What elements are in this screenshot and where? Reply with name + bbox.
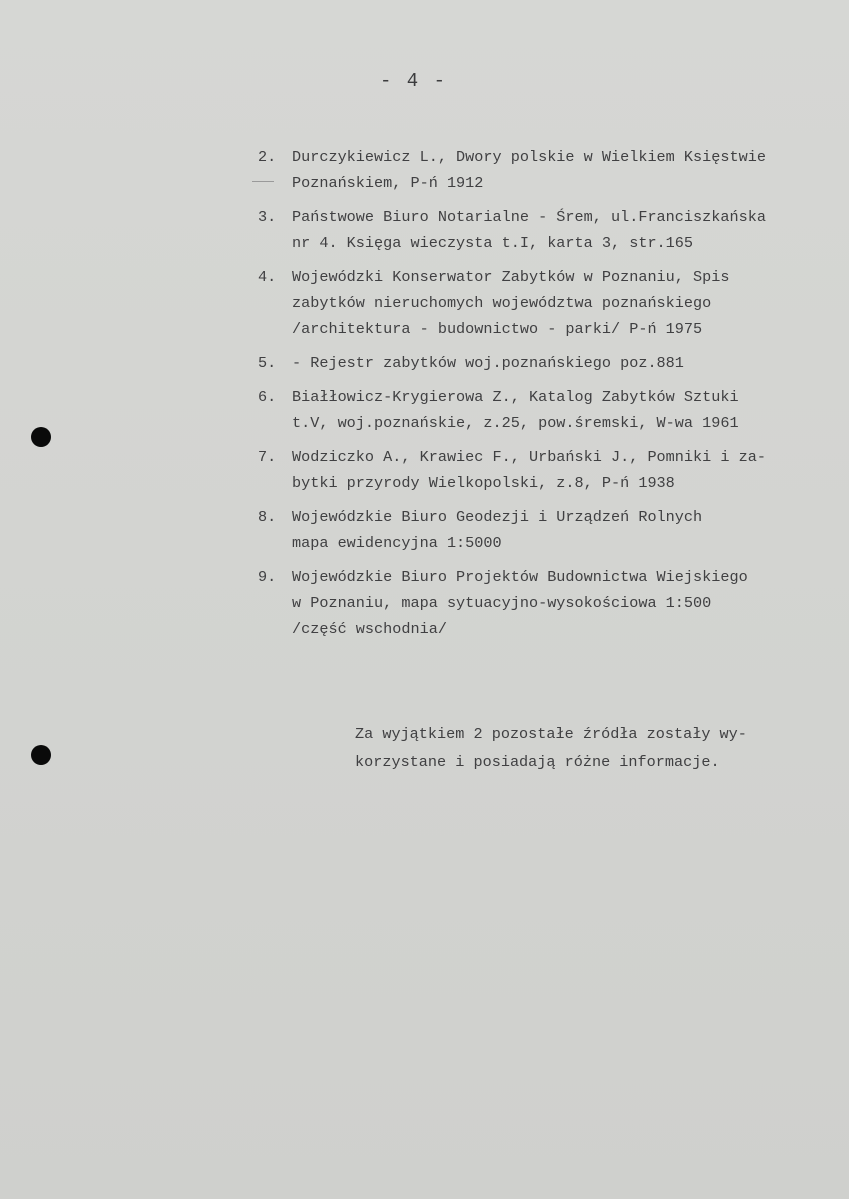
reference-number: 4.: [258, 268, 277, 286]
punch-hole: [31, 745, 51, 765]
reference-line: Państwowe Biuro Notarialne - Śrem, ul.Franciszkańska: [292, 208, 766, 226]
reference-line: Wojewódzki Konserwator Zabytków w Poznaniu, Spis: [292, 268, 730, 286]
note-line: Za wyjątkiem 2 pozostałe źródła zostały wy-: [355, 725, 747, 743]
reference-line: /część wschodnia/: [292, 620, 447, 638]
reference-line: zabytków nieruchomych województwa poznańskiego: [292, 294, 712, 312]
reference-line: Poznańskiem, P-ń 1912: [292, 174, 484, 192]
reference-line: /architektura - budownictwo - parki/ P-ń 1975: [292, 320, 703, 338]
reference-list: [258, 144, 828, 650]
reference-line: Wojewódzkie Biuro Projektów Budownictwa Wiejskiego: [292, 568, 748, 586]
reference-item: [258, 264, 828, 342]
reference-item: [258, 444, 828, 496]
reference-item: [258, 384, 828, 436]
reference-item: [258, 144, 828, 196]
reference-item: [258, 504, 828, 556]
reference-item: [258, 350, 828, 376]
reference-item: [258, 204, 828, 256]
reference-line: Wodziczko A., Krawiec F., Urbański J., Pomniki i za-: [292, 448, 766, 466]
reference-number: 9.: [258, 568, 277, 586]
punch-hole: [31, 427, 51, 447]
reference-line: nr 4. Księga wieczysta t.I, karta 3, str.165: [292, 234, 694, 252]
reference-line: bytki przyrody Wielkopolski, z.8, P-ń 1938: [292, 474, 675, 492]
reference-line: t.V, woj.poznańskie, z.25, pow.śremski, W-wa 1961: [292, 414, 739, 432]
reference-number: 7.: [258, 448, 277, 466]
reference-number: 8.: [258, 508, 277, 526]
reference-line: w Poznaniu, mapa sytuacyjno-wysokościowa 1:500: [292, 594, 712, 612]
reference-line: Durczykiewicz L., Dwory polskie w Wielkiem Księstwie: [292, 148, 766, 166]
note-line: korzystane i posiadają różne informacje.: [355, 753, 720, 771]
closing-note: [355, 720, 815, 776]
reference-number: 3.: [258, 208, 277, 226]
reference-number: 6.: [258, 388, 277, 406]
reference-line: Wojewódzkie Biuro Geodezji i Urządzeń Rolnych: [292, 508, 703, 526]
reference-line: Białłowicz-Krygierowa Z., Katalog Zabytków Sztuki: [292, 388, 739, 406]
reference-item: [258, 564, 828, 642]
reference-number: 2.: [258, 148, 277, 166]
reference-number: 5.: [258, 354, 277, 372]
page-number: - 4 -: [380, 70, 448, 92]
reference-line: - Rejestr zabytków woj.poznańskiego poz.881: [292, 354, 684, 372]
reference-line: mapa ewidencyjna 1:5000: [292, 534, 502, 552]
